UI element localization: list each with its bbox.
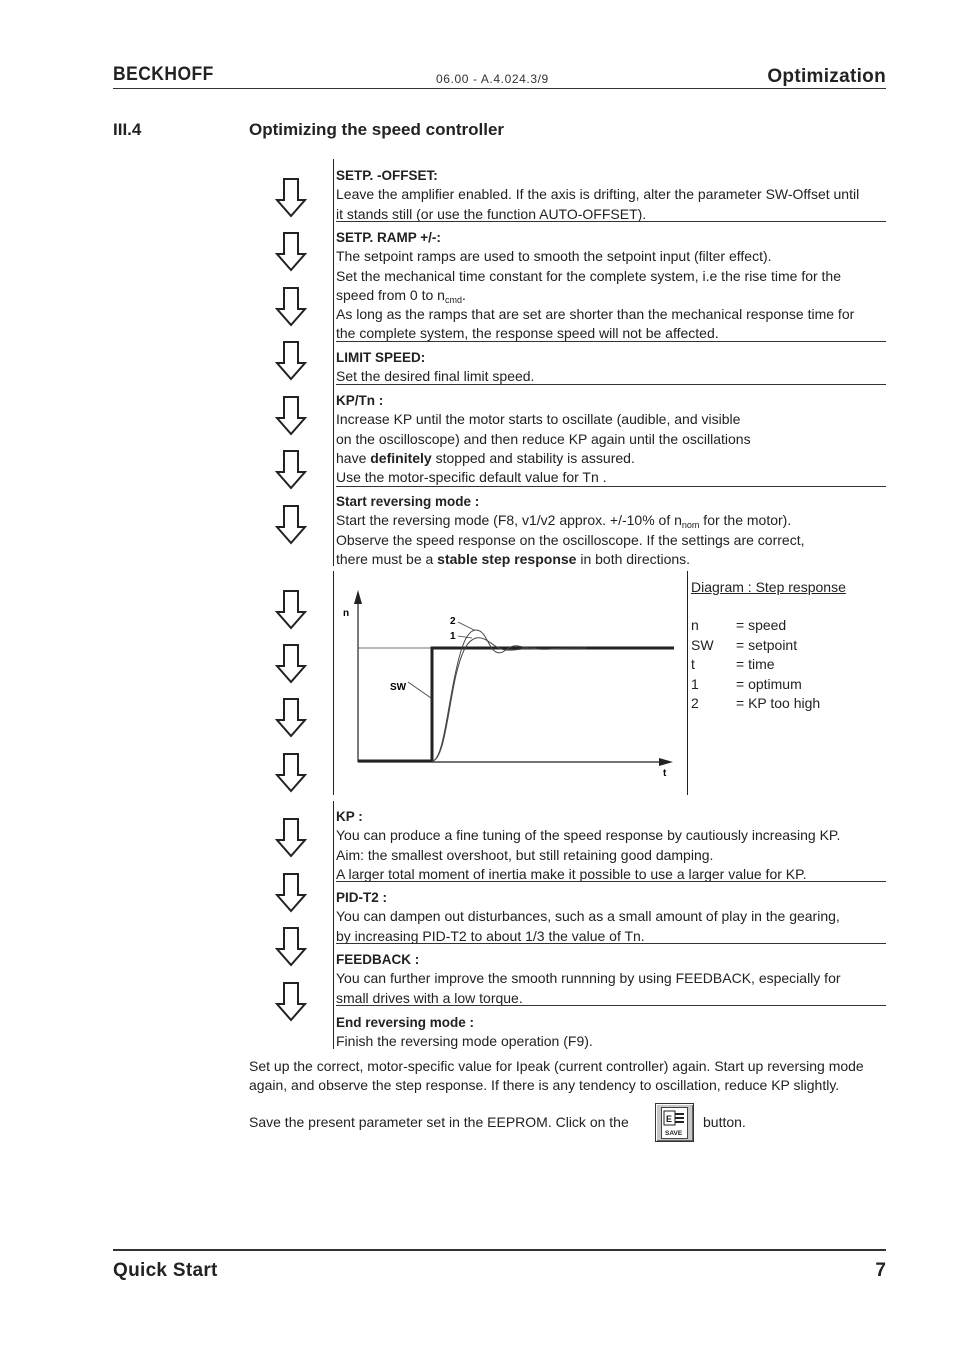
legend-rule bbox=[687, 571, 688, 795]
step-divider bbox=[336, 943, 886, 944]
steps-rule-bottom bbox=[333, 801, 334, 1049]
setpoint-pointer bbox=[408, 682, 431, 698]
step-line: the complete system, the response speed will not be affected. bbox=[336, 325, 719, 342]
diagram-legend bbox=[691, 578, 846, 713]
step-divider bbox=[336, 341, 886, 342]
step-heading: LIMIT SPEED: bbox=[336, 350, 426, 365]
down-arrow-icon bbox=[275, 450, 307, 490]
down-arrow-icon bbox=[275, 341, 307, 381]
x-axis-arrow bbox=[659, 758, 673, 766]
legend-row: 1 = optimum bbox=[691, 675, 802, 692]
step-feedback bbox=[336, 950, 886, 1008]
step-setp-ramp bbox=[336, 228, 886, 344]
setpoint-label: SW bbox=[390, 682, 407, 693]
label-pointer-1 bbox=[458, 636, 472, 638]
down-arrow-icon bbox=[275, 178, 307, 218]
step-line: speed from 0 to $n_{cmd}$. bbox=[336, 286, 466, 305]
down-arrow-icon bbox=[275, 982, 307, 1022]
step-line: Increase KP until the motor starts to oscillate (audible, and visible bbox=[336, 411, 741, 428]
save-instruction-tail: button. bbox=[703, 1114, 746, 1130]
down-arrow-icon bbox=[275, 753, 307, 793]
legend-row: n = speed bbox=[691, 617, 787, 634]
step-line: on the oscilloscope) and then reduce KP again until the oscillations bbox=[336, 430, 751, 447]
down-arrow-icon bbox=[275, 505, 307, 545]
step-heading: KP/Tn : bbox=[336, 393, 384, 408]
closing-paragraph: Set up the correct, motor-specific value for Ipeak (current controller) again. Start up reversing mode again, and observe the step response. If there is any tendency to oscillation, reduce KP slightly. bbox=[249, 1058, 864, 1094]
step-start-reversing bbox=[336, 492, 886, 569]
step-heading: FEEDBACK : bbox=[336, 952, 420, 967]
step-line: You can produce a fine tuning of the speed response by cautiously increasing KP. bbox=[336, 827, 841, 844]
y-axis-label: n bbox=[343, 608, 350, 619]
page-number: 7 bbox=[875, 1260, 886, 1281]
curve-label-1: 1 bbox=[450, 631, 456, 642]
label-pointer-2 bbox=[458, 622, 474, 630]
y-axis-arrow bbox=[354, 590, 362, 604]
step-pid-t2 bbox=[336, 888, 886, 946]
step-heading: KP : bbox=[336, 809, 363, 824]
step-line: Finish the reversing mode operation (F9). bbox=[336, 1033, 593, 1050]
step-line: Leave the amplifier enabled. If the axis is drifting, alter the parameter SW-Offset until bbox=[336, 186, 860, 203]
chapter-title: Optimization bbox=[767, 66, 886, 87]
step-line: Set the mechanical time constant for the complete system, i.e the rise time for the bbox=[336, 267, 842, 284]
down-arrow-icon bbox=[275, 396, 307, 436]
step-kp bbox=[336, 807, 886, 884]
step-line: You can dampen out disturbances, such as a small amount of play in the gearing, bbox=[336, 908, 840, 925]
legend-row: 2 = KP too high bbox=[691, 695, 821, 712]
svg-text:SAVE: SAVE bbox=[665, 1130, 683, 1137]
step-line: You can further improve the smooth runnning by using FEEDBACK, especially for bbox=[336, 970, 841, 987]
step-line: The setpoint ramps are used to smooth the setpoint input (filter effect). bbox=[336, 248, 772, 265]
save-instruction: Save the present parameter set in the EEPROM. Click on the bbox=[249, 1114, 629, 1130]
save-icon bbox=[661, 1107, 688, 1139]
down-arrow-icon bbox=[275, 873, 307, 913]
step-heading: Start reversing mode : bbox=[336, 494, 480, 509]
step-end-reversing bbox=[336, 1013, 886, 1052]
response-curve-1 bbox=[432, 638, 536, 761]
step-limit-speed bbox=[336, 348, 886, 387]
step-divider bbox=[336, 486, 886, 487]
section-title: Optimizing the speed controller bbox=[249, 120, 505, 139]
step-line: Set the desired final limit speed. bbox=[336, 368, 535, 385]
step-response-diagram bbox=[336, 580, 681, 785]
step-divider bbox=[336, 221, 886, 222]
document-number: 06.00 - A.4.024.3/9 bbox=[436, 72, 549, 86]
svg-text:E: E bbox=[666, 1114, 673, 1124]
brand-logo: BECKHOFF bbox=[113, 64, 214, 85]
legend-row: SW = setpoint bbox=[691, 636, 798, 653]
down-arrow-icon bbox=[275, 644, 307, 684]
step-line: by increasing PID-T2 to about 1/3 the value of Tn. bbox=[336, 927, 645, 944]
step-kp-tn bbox=[336, 391, 886, 487]
diagram-title: Diagram : Step response bbox=[691, 579, 846, 595]
footer-rule bbox=[113, 1249, 886, 1251]
step-line: A larger total moment of inertia make it possible to use a larger value for KP. bbox=[336, 865, 807, 882]
step-line: Aim: the smallest overshoot, but still retaining good damping. bbox=[336, 846, 714, 863]
step-line: Start the reversing mode (F8, v1/v2 approx. +/-10% of $n_{nom}$ for the motor). bbox=[336, 512, 792, 531]
down-arrow-icon bbox=[275, 287, 307, 327]
step-line: As long as the ramps that are set are shorter than the mechanical response time for bbox=[336, 306, 855, 323]
step-divider bbox=[336, 1005, 886, 1006]
step-line: Use the motor-specific default value for Tn . bbox=[336, 469, 607, 486]
down-arrow-icon bbox=[275, 818, 307, 858]
header-rule bbox=[113, 88, 886, 89]
step-heading: End reversing mode : bbox=[336, 1015, 475, 1030]
steps-rule-top bbox=[333, 159, 334, 566]
down-arrow-icon bbox=[275, 927, 307, 967]
step-divider bbox=[336, 881, 886, 882]
legend-row: t = time bbox=[691, 656, 775, 673]
footer-title: Quick Start bbox=[113, 1260, 218, 1281]
down-arrow-icon bbox=[275, 232, 307, 272]
step-line: small drives with a low torque. bbox=[336, 989, 523, 1006]
x-axis-label: t bbox=[663, 768, 667, 779]
down-arrow-icon bbox=[275, 698, 307, 738]
step-line: there must be a stable step response in both directions. bbox=[336, 550, 691, 567]
save-eeprom-button[interactable] bbox=[655, 1103, 694, 1142]
step-heading: SETP. -OFFSET: bbox=[336, 168, 438, 183]
step-line: it stands still (or use the function AUTO-OFFSET). bbox=[336, 205, 647, 222]
curve-label-2: 2 bbox=[450, 616, 456, 627]
step-heading: SETP. RAMP +/-: bbox=[336, 230, 441, 245]
down-arrow-icon bbox=[275, 590, 307, 630]
step-line: have definitely stopped and stability is assured. bbox=[336, 449, 635, 466]
setpoint-step-line bbox=[358, 648, 674, 761]
diagram-rule bbox=[333, 571, 334, 795]
step-divider bbox=[336, 384, 886, 385]
step-setp-offset bbox=[336, 166, 886, 224]
step-heading: PID-T2 : bbox=[336, 890, 388, 905]
section-number: III.4 bbox=[113, 120, 142, 139]
step-line: Observe the speed response on the oscilloscope. If the settings are correct, bbox=[336, 531, 805, 548]
